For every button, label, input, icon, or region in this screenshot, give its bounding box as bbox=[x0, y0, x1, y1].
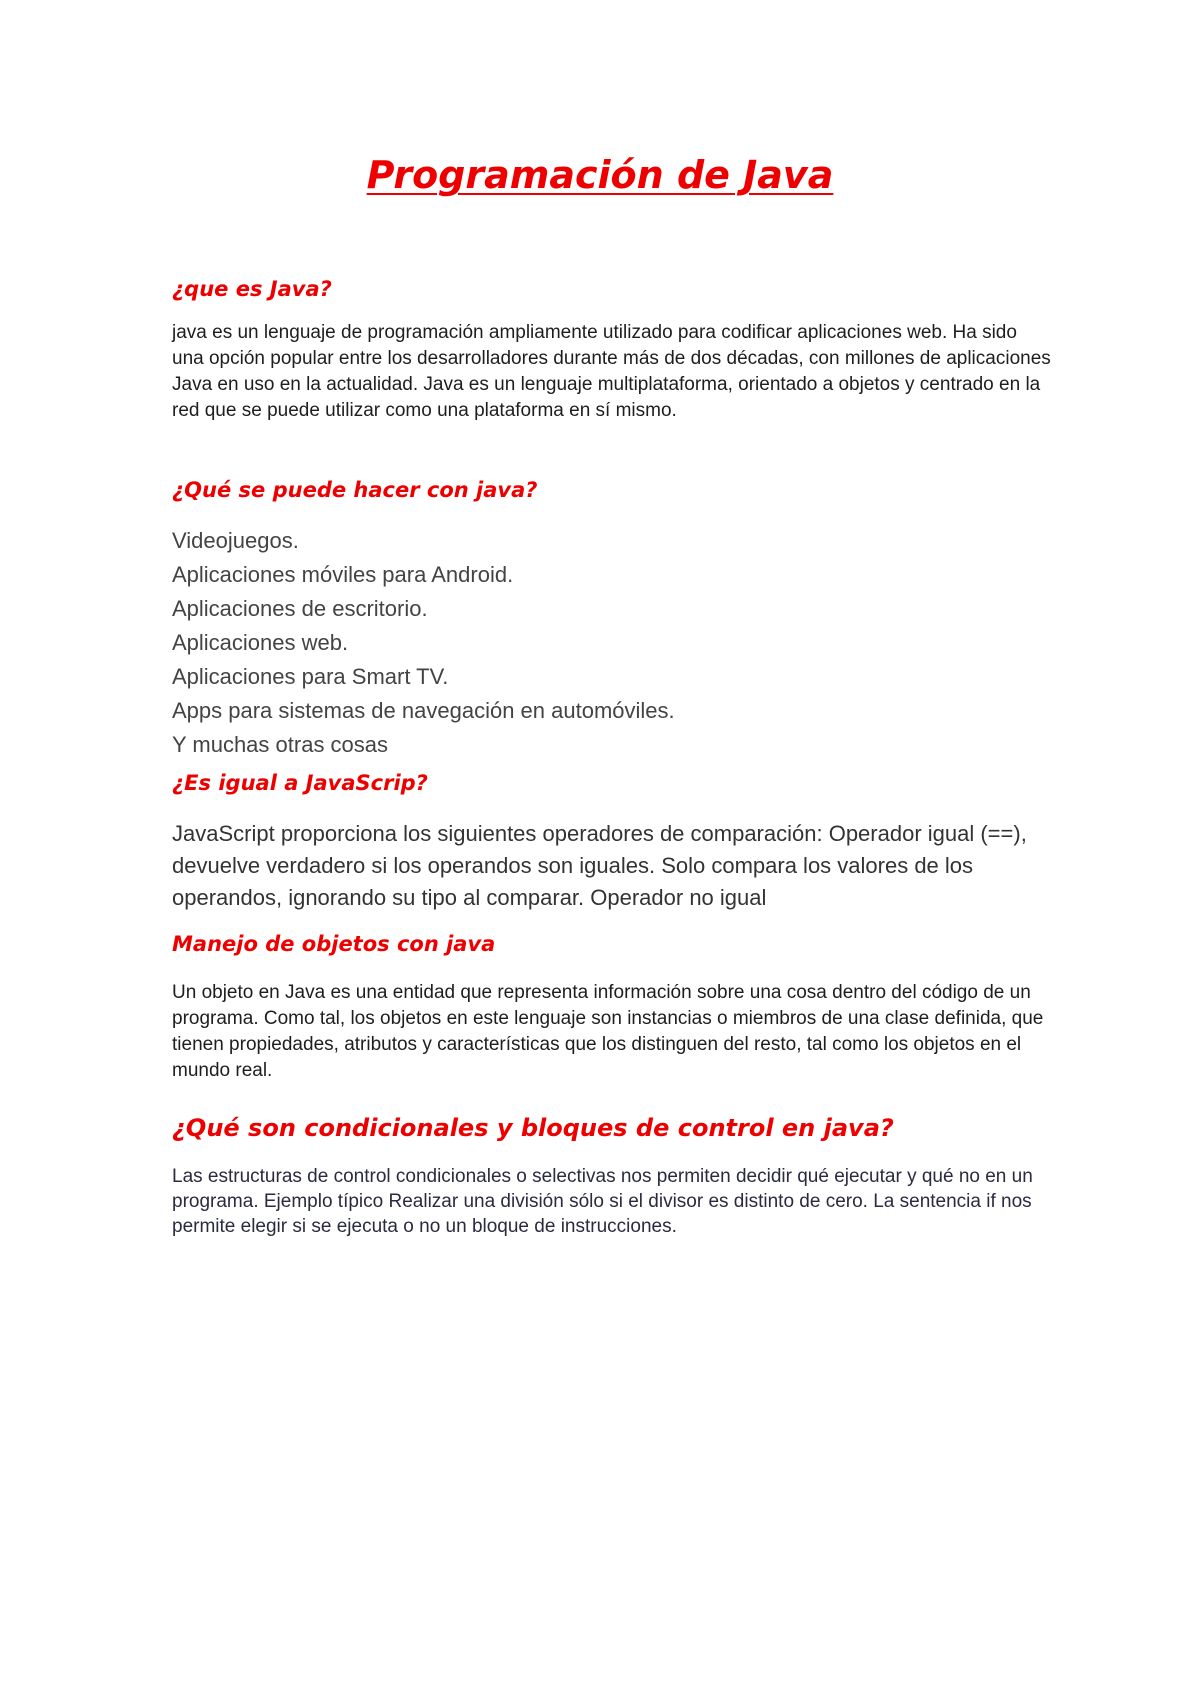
uses-list bbox=[172, 524, 675, 762]
section-body-es-igual-javascript: JavaScript proporciona los siguientes operadores de comparación: Operador igual (==), devuelve verdadero si los operandos son iguales. Solo compara los valores de los operandos, ignorando su tipo al comparar. Operador no igual bbox=[172, 821, 1027, 910]
section-body-que-es-java: java es un lenguaje de programación ampliamente utilizado para codificar aplicaciones web. Ha sido una opción popular entre los desarrolladores durante más de dos décadas, con millones de aplicaciones Java en uso en la actualidad. Java es un lenguaje multiplataforma, orientado a objetos y centrado en la red que se puede utilizar como una plataforma en sí mismo. bbox=[172, 322, 1051, 421]
section-heading-condicionales: ¿Qué son condicionales y bloques de control en java? bbox=[172, 1114, 894, 1142]
list-item: Aplicaciones móviles para Android. bbox=[172, 562, 514, 587]
list-item: Aplicaciones para Smart TV. bbox=[172, 664, 449, 689]
list-item: Y muchas otras cosas bbox=[172, 732, 389, 757]
section-heading-que-es-java: ¿que es Java? bbox=[172, 277, 332, 301]
section-body-manejo-objetos: Un objeto en Java es una entidad que representa información sobre una cosa dentro del código de un programa. Como tal, los objetos en este lenguaje son instancias o miembros de una clase definida, que tienen propiedades, atributos y características que los distinguen del resto, tal como los objetos en el mundo real. bbox=[172, 982, 1044, 1081]
section-heading-es-igual-javascript: ¿Es igual a JavaScrip? bbox=[172, 771, 428, 795]
list-item: Aplicaciones web. bbox=[172, 630, 349, 655]
section-heading-que-se-puede-hacer: ¿Qué se puede hacer con java? bbox=[172, 478, 538, 502]
list-item: Aplicaciones de escritorio. bbox=[172, 596, 428, 621]
document-title: Programación de Java bbox=[366, 153, 834, 197]
list-item: Apps para sistemas de navegación en automóviles. bbox=[172, 698, 675, 723]
list-item: Videojuegos. bbox=[172, 528, 299, 553]
section-body-condicionales: Las estructuras de control condicionales o selectivas nos permiten decidir qué ejecutar y qué no en un programa. Ejemplo típico Realizar una división sólo si el divisor es distinto de cero. La sentencia if nos permite elegir si se ejecuta o no un bloque de instrucciones. bbox=[172, 1166, 1033, 1237]
section-heading-manejo-objetos: Manejo de objetos con java bbox=[172, 932, 496, 956]
